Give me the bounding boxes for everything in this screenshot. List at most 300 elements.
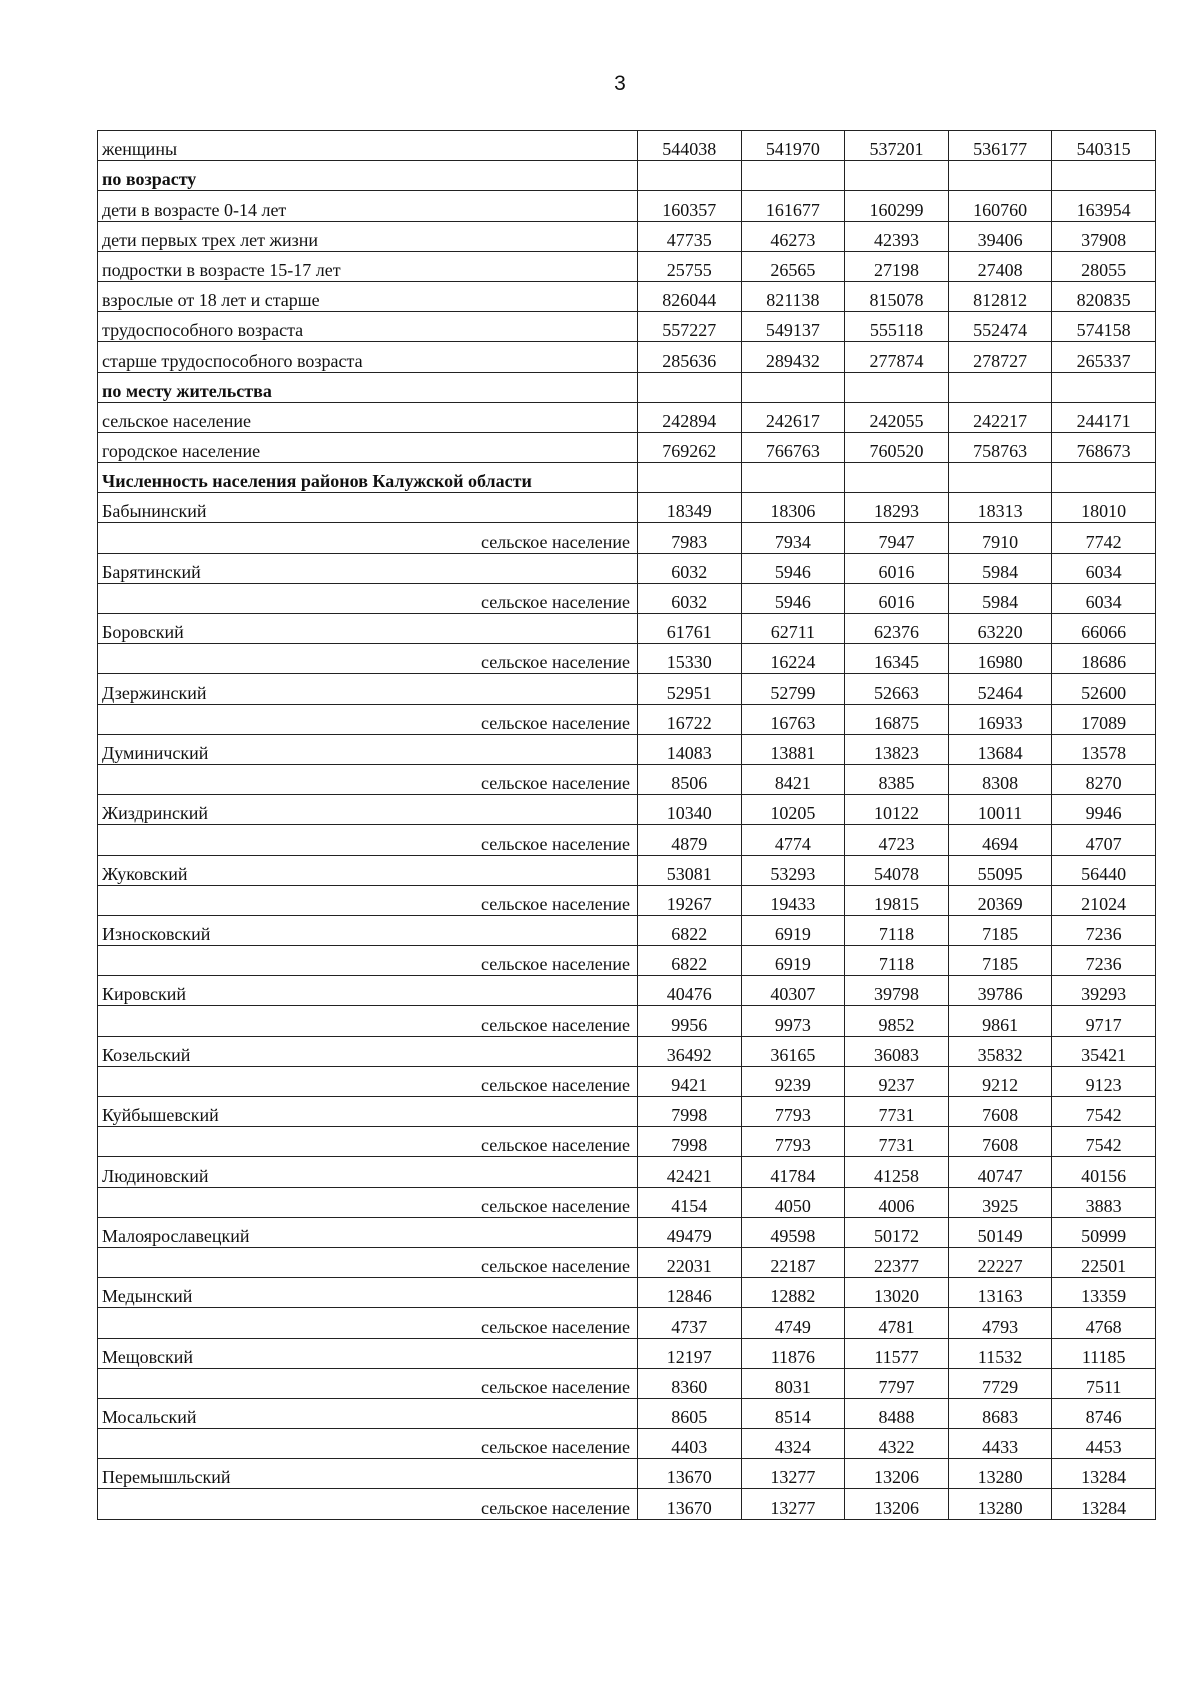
row-label: сельское население <box>98 1006 638 1036</box>
value-cell-4: 552474 <box>948 312 1052 342</box>
value-cell-3: 13020 <box>845 1278 949 1308</box>
value-cell-4: 55095 <box>948 855 1052 885</box>
value-cell-4: 8683 <box>948 1398 1052 1428</box>
value-cell-3: 4723 <box>845 825 949 855</box>
rural-subrow <box>98 1308 1156 1338</box>
value-cell-5: 768673 <box>1052 432 1156 462</box>
value-cell-4: 5984 <box>948 553 1052 583</box>
row-label: сельское население <box>98 1066 638 1096</box>
value-cell-5: 4707 <box>1052 825 1156 855</box>
value-cell-4: 758763 <box>948 432 1052 462</box>
value-cell-4 <box>948 463 1052 493</box>
value-cell-5: 35421 <box>1052 1036 1156 1066</box>
value-cell-2: 7793 <box>741 1127 845 1157</box>
table-row <box>98 1459 1156 1489</box>
value-cell-5 <box>1052 161 1156 191</box>
table-row <box>98 553 1156 583</box>
value-cell-5: 18686 <box>1052 644 1156 674</box>
value-cell-3: 277874 <box>845 342 949 372</box>
row-label: Людиновский <box>98 1157 638 1187</box>
value-cell-4: 9861 <box>948 1006 1052 1036</box>
value-cell-3: 7118 <box>845 946 949 976</box>
value-cell-5: 820835 <box>1052 281 1156 311</box>
value-cell-2: 8514 <box>741 1398 845 1428</box>
table-row <box>98 795 1156 825</box>
table-row <box>98 1278 1156 1308</box>
row-label: сельское население <box>98 885 638 915</box>
table-row <box>98 674 1156 704</box>
row-label: сельское население <box>98 644 638 674</box>
row-label: сельское население <box>98 764 638 794</box>
value-cell-3: 27198 <box>845 251 949 281</box>
value-cell-1: 12846 <box>638 1278 742 1308</box>
value-cell-4: 18313 <box>948 493 1052 523</box>
value-cell-3: 16345 <box>845 644 949 674</box>
value-cell-4: 160760 <box>948 191 1052 221</box>
value-cell-2: 8031 <box>741 1368 845 1398</box>
rural-subrow <box>98 1368 1156 1398</box>
value-cell-4: 7185 <box>948 915 1052 945</box>
value-cell-4: 13163 <box>948 1278 1052 1308</box>
value-cell-1: 8605 <box>638 1398 742 1428</box>
value-cell-3: 52663 <box>845 674 949 704</box>
value-cell-3: 13206 <box>845 1459 949 1489</box>
row-label: сельское население <box>98 1489 638 1519</box>
value-cell-1 <box>638 463 742 493</box>
value-cell-1: 7998 <box>638 1097 742 1127</box>
value-cell-1: 242894 <box>638 402 742 432</box>
row-label: по возрасту <box>98 161 638 191</box>
value-cell-3: 7731 <box>845 1097 949 1127</box>
value-cell-2: 22187 <box>741 1247 845 1277</box>
row-label: Козельский <box>98 1036 638 1066</box>
row-label: Боровский <box>98 614 638 644</box>
value-cell-5: 6034 <box>1052 553 1156 583</box>
value-cell-1: 160357 <box>638 191 742 221</box>
value-cell-3: 62376 <box>845 614 949 644</box>
row-label: старше трудоспособного возраста <box>98 342 638 372</box>
value-cell-1: 52951 <box>638 674 742 704</box>
value-cell-1: 42421 <box>638 1157 742 1187</box>
value-cell-1: 16722 <box>638 704 742 734</box>
value-cell-2: 6919 <box>741 946 845 976</box>
value-cell-5: 9717 <box>1052 1006 1156 1036</box>
rural-subrow <box>98 1127 1156 1157</box>
value-cell-3: 22377 <box>845 1247 949 1277</box>
row-label: трудоспособного возраста <box>98 312 638 342</box>
value-cell-3: 9852 <box>845 1006 949 1036</box>
value-cell-5: 6034 <box>1052 583 1156 613</box>
value-cell-1: 9956 <box>638 1006 742 1036</box>
table-row <box>98 221 1156 251</box>
value-cell-2: 4749 <box>741 1308 845 1338</box>
value-cell-4: 3925 <box>948 1187 1052 1217</box>
row-label: Мосальский <box>98 1398 638 1428</box>
value-cell-1: 7998 <box>638 1127 742 1157</box>
table-row <box>98 493 1156 523</box>
row-label: сельское население <box>98 704 638 734</box>
table-row <box>98 251 1156 281</box>
value-cell-5: 9946 <box>1052 795 1156 825</box>
section-header-row <box>98 463 1156 493</box>
value-cell-5: 13284 <box>1052 1489 1156 1519</box>
value-cell-1: 10340 <box>638 795 742 825</box>
value-cell-1 <box>638 372 742 402</box>
value-cell-3: 7731 <box>845 1127 949 1157</box>
rural-subrow <box>98 1429 1156 1459</box>
value-cell-1: 769262 <box>638 432 742 462</box>
value-cell-5: 28055 <box>1052 251 1156 281</box>
row-label: Куйбышевский <box>98 1097 638 1127</box>
value-cell-1: 544038 <box>638 131 742 161</box>
value-cell-5 <box>1052 372 1156 402</box>
value-cell-5: 66066 <box>1052 614 1156 644</box>
value-cell-3: 760520 <box>845 432 949 462</box>
value-cell-1: 4879 <box>638 825 742 855</box>
value-cell-3: 42393 <box>845 221 949 251</box>
value-cell-4: 52464 <box>948 674 1052 704</box>
value-cell-5: 244171 <box>1052 402 1156 432</box>
value-cell-4: 9212 <box>948 1066 1052 1096</box>
value-cell-2 <box>741 161 845 191</box>
value-cell-4: 16933 <box>948 704 1052 734</box>
value-cell-5: 9123 <box>1052 1066 1156 1096</box>
value-cell-4: 242217 <box>948 402 1052 432</box>
value-cell-4: 4433 <box>948 1429 1052 1459</box>
row-label: Медынский <box>98 1278 638 1308</box>
row-label: сельское население <box>98 583 638 613</box>
row-label: Думиничский <box>98 734 638 764</box>
value-cell-1: 4154 <box>638 1187 742 1217</box>
rural-subrow <box>98 1489 1156 1519</box>
rural-subrow <box>98 764 1156 794</box>
value-cell-2: 541970 <box>741 131 845 161</box>
value-cell-1: 557227 <box>638 312 742 342</box>
value-cell-2: 16224 <box>741 644 845 674</box>
value-cell-4: 27408 <box>948 251 1052 281</box>
value-cell-1: 6032 <box>638 583 742 613</box>
row-label: сельское население <box>98 1127 638 1157</box>
rural-subrow <box>98 1247 1156 1277</box>
value-cell-3 <box>845 372 949 402</box>
value-cell-2: 5946 <box>741 583 845 613</box>
value-cell-2: 6919 <box>741 915 845 945</box>
row-label: Жуковский <box>98 855 638 885</box>
row-label: сельское население <box>98 1368 638 1398</box>
value-cell-1: 36492 <box>638 1036 742 1066</box>
section-header-row <box>98 161 1156 191</box>
value-cell-4: 40747 <box>948 1157 1052 1187</box>
value-cell-1: 6822 <box>638 915 742 945</box>
value-cell-2: 821138 <box>741 281 845 311</box>
value-cell-2: 36165 <box>741 1036 845 1066</box>
value-cell-5: 56440 <box>1052 855 1156 885</box>
value-cell-1: 14083 <box>638 734 742 764</box>
row-label: сельское население <box>98 402 638 432</box>
table-row <box>98 855 1156 885</box>
row-label: женщины <box>98 131 638 161</box>
value-cell-3: 160299 <box>845 191 949 221</box>
value-cell-4: 13280 <box>948 1459 1052 1489</box>
value-cell-5: 7542 <box>1052 1097 1156 1127</box>
row-label: Жиздринский <box>98 795 638 825</box>
value-cell-4: 13280 <box>948 1489 1052 1519</box>
table-row <box>98 1217 1156 1247</box>
table-body <box>98 131 1156 1520</box>
value-cell-4: 4694 <box>948 825 1052 855</box>
value-cell-4: 20369 <box>948 885 1052 915</box>
row-label: взрослые от 18 лет и старше <box>98 281 638 311</box>
value-cell-1: 19267 <box>638 885 742 915</box>
value-cell-3: 4781 <box>845 1308 949 1338</box>
value-cell-5: 7542 <box>1052 1127 1156 1157</box>
row-label: Малоярославецкий <box>98 1217 638 1247</box>
value-cell-2: 242617 <box>741 402 845 432</box>
table-row <box>98 1157 1156 1187</box>
value-cell-3: 50172 <box>845 1217 949 1247</box>
row-label: сельское население <box>98 1247 638 1277</box>
row-label: Износковский <box>98 915 638 945</box>
table-row <box>98 915 1156 945</box>
row-label: Дзержинский <box>98 674 638 704</box>
value-cell-2: 11876 <box>741 1338 845 1368</box>
value-cell-1: 15330 <box>638 644 742 674</box>
row-label: Перемышльский <box>98 1459 638 1489</box>
value-cell-2: 549137 <box>741 312 845 342</box>
value-cell-3: 8385 <box>845 764 949 794</box>
row-label: дети первых трех лет жизни <box>98 221 638 251</box>
row-label: городское население <box>98 432 638 462</box>
value-cell-5: 8270 <box>1052 764 1156 794</box>
value-cell-5: 4453 <box>1052 1429 1156 1459</box>
row-label: сельское население <box>98 825 638 855</box>
rural-subrow <box>98 1006 1156 1036</box>
value-cell-4: 10011 <box>948 795 1052 825</box>
value-cell-1: 8506 <box>638 764 742 794</box>
value-cell-5: 50999 <box>1052 1217 1156 1247</box>
value-cell-1: 826044 <box>638 281 742 311</box>
value-cell-3: 4006 <box>845 1187 949 1217</box>
value-cell-3: 18293 <box>845 493 949 523</box>
value-cell-4: 5984 <box>948 583 1052 613</box>
value-cell-3: 242055 <box>845 402 949 432</box>
table-row <box>98 734 1156 764</box>
value-cell-2: 18306 <box>741 493 845 523</box>
value-cell-1: 9421 <box>638 1066 742 1096</box>
value-cell-5: 11185 <box>1052 1338 1156 1368</box>
value-cell-5: 7742 <box>1052 523 1156 553</box>
value-cell-2: 7934 <box>741 523 845 553</box>
section-header-row <box>98 372 1156 402</box>
value-cell-3: 9237 <box>845 1066 949 1096</box>
value-cell-5: 13284 <box>1052 1459 1156 1489</box>
table-row <box>98 191 1156 221</box>
rural-subrow <box>98 583 1156 613</box>
value-cell-2: 10205 <box>741 795 845 825</box>
page-number: 3 <box>614 72 626 95</box>
rural-subrow <box>98 644 1156 674</box>
row-label: сельское население <box>98 523 638 553</box>
row-label: сельское население <box>98 1308 638 1338</box>
table-row <box>98 1097 1156 1127</box>
value-cell-3: 7118 <box>845 915 949 945</box>
value-cell-5: 22501 <box>1052 1247 1156 1277</box>
value-cell-4: 8308 <box>948 764 1052 794</box>
value-cell-2: 52799 <box>741 674 845 704</box>
value-cell-5: 40156 <box>1052 1157 1156 1187</box>
value-cell-1: 13670 <box>638 1489 742 1519</box>
value-cell-5: 7236 <box>1052 915 1156 945</box>
value-cell-1: 18349 <box>638 493 742 523</box>
value-cell-5: 52600 <box>1052 674 1156 704</box>
value-cell-3: 36083 <box>845 1036 949 1066</box>
value-cell-3: 13206 <box>845 1489 949 1519</box>
value-cell-3 <box>845 161 949 191</box>
table-row <box>98 432 1156 462</box>
value-cell-5: 21024 <box>1052 885 1156 915</box>
value-cell-4: 812812 <box>948 281 1052 311</box>
value-cell-1: 6822 <box>638 946 742 976</box>
value-cell-1: 22031 <box>638 1247 742 1277</box>
row-label: сельское население <box>98 946 638 976</box>
row-label: Барятинский <box>98 553 638 583</box>
value-cell-1: 7983 <box>638 523 742 553</box>
value-cell-4: 39786 <box>948 976 1052 1006</box>
table-row <box>98 1338 1156 1368</box>
value-cell-5: 7511 <box>1052 1368 1156 1398</box>
value-cell-2: 19433 <box>741 885 845 915</box>
value-cell-2: 4050 <box>741 1187 845 1217</box>
value-cell-3: 6016 <box>845 553 949 583</box>
value-cell-1: 4737 <box>638 1308 742 1338</box>
value-cell-1: 47735 <box>638 221 742 251</box>
value-cell-3: 6016 <box>845 583 949 613</box>
value-cell-4: 39406 <box>948 221 1052 251</box>
value-cell-1: 25755 <box>638 251 742 281</box>
rural-subrow <box>98 885 1156 915</box>
value-cell-2: 8421 <box>741 764 845 794</box>
value-cell-4: 278727 <box>948 342 1052 372</box>
value-cell-3: 19815 <box>845 885 949 915</box>
value-cell-2: 46273 <box>741 221 845 251</box>
value-cell-5: 540315 <box>1052 131 1156 161</box>
value-cell-2: 40307 <box>741 976 845 1006</box>
value-cell-2: 7793 <box>741 1097 845 1127</box>
value-cell-4: 11532 <box>948 1338 1052 1368</box>
rural-subrow <box>98 523 1156 553</box>
value-cell-5: 265337 <box>1052 342 1156 372</box>
value-cell-2 <box>741 463 845 493</box>
value-cell-2: 4324 <box>741 1429 845 1459</box>
value-cell-5: 17089 <box>1052 704 1156 734</box>
value-cell-4: 7185 <box>948 946 1052 976</box>
row-label: подростки в возрасте 15-17 лет <box>98 251 638 281</box>
value-cell-2: 12882 <box>741 1278 845 1308</box>
table-row <box>98 342 1156 372</box>
value-cell-3: 16875 <box>845 704 949 734</box>
value-cell-3: 41258 <box>845 1157 949 1187</box>
value-cell-3 <box>845 463 949 493</box>
row-label: сельское население <box>98 1429 638 1459</box>
value-cell-2: 5946 <box>741 553 845 583</box>
table-row <box>98 614 1156 644</box>
value-cell-1: 8360 <box>638 1368 742 1398</box>
value-cell-4: 16980 <box>948 644 1052 674</box>
value-cell-2: 41784 <box>741 1157 845 1187</box>
row-label: дети в возрасте 0-14 лет <box>98 191 638 221</box>
value-cell-5: 18010 <box>1052 493 1156 523</box>
value-cell-4: 63220 <box>948 614 1052 644</box>
value-cell-1: 4403 <box>638 1429 742 1459</box>
value-cell-2: 26565 <box>741 251 845 281</box>
value-cell-5: 4768 <box>1052 1308 1156 1338</box>
value-cell-4: 13684 <box>948 734 1052 764</box>
value-cell-2: 13881 <box>741 734 845 764</box>
value-cell-4: 4793 <box>948 1308 1052 1338</box>
value-cell-1: 6032 <box>638 553 742 583</box>
value-cell-3: 7947 <box>845 523 949 553</box>
value-cell-5: 3883 <box>1052 1187 1156 1217</box>
table-row <box>98 131 1156 161</box>
value-cell-5: 8746 <box>1052 1398 1156 1428</box>
table-row <box>98 312 1156 342</box>
rural-subrow <box>98 704 1156 734</box>
value-cell-3: 555118 <box>845 312 949 342</box>
value-cell-4: 50149 <box>948 1217 1052 1247</box>
table-row <box>98 402 1156 432</box>
value-cell-3: 4322 <box>845 1429 949 1459</box>
row-label: сельское население <box>98 1187 638 1217</box>
table-row <box>98 1398 1156 1428</box>
value-cell-1: 12197 <box>638 1338 742 1368</box>
table-row <box>98 1036 1156 1066</box>
value-cell-3: 13823 <box>845 734 949 764</box>
value-cell-4: 536177 <box>948 131 1052 161</box>
table-row <box>98 281 1156 311</box>
value-cell-3: 8488 <box>845 1398 949 1428</box>
value-cell-2: 289432 <box>741 342 845 372</box>
value-cell-1: 13670 <box>638 1459 742 1489</box>
value-cell-5: 13578 <box>1052 734 1156 764</box>
value-cell-4: 7608 <box>948 1097 1052 1127</box>
value-cell-1: 285636 <box>638 342 742 372</box>
row-label: Численность населения районов Калужской области <box>98 463 638 493</box>
value-cell-5: 13359 <box>1052 1278 1156 1308</box>
value-cell-2: 161677 <box>741 191 845 221</box>
value-cell-2: 13277 <box>741 1489 845 1519</box>
value-cell-2: 13277 <box>741 1459 845 1489</box>
row-label: Мещовский <box>98 1338 638 1368</box>
row-label: Бабынинский <box>98 493 638 523</box>
rural-subrow <box>98 825 1156 855</box>
rural-subrow <box>98 946 1156 976</box>
rural-subrow <box>98 1066 1156 1096</box>
value-cell-2: 4774 <box>741 825 845 855</box>
value-cell-3: 54078 <box>845 855 949 885</box>
value-cell-5: 163954 <box>1052 191 1156 221</box>
value-cell-5: 7236 <box>1052 946 1156 976</box>
value-cell-3: 7797 <box>845 1368 949 1398</box>
value-cell-4: 35832 <box>948 1036 1052 1066</box>
value-cell-5: 574158 <box>1052 312 1156 342</box>
value-cell-4: 7608 <box>948 1127 1052 1157</box>
value-cell-4 <box>948 161 1052 191</box>
population-table <box>97 130 1156 1520</box>
value-cell-2: 16763 <box>741 704 845 734</box>
value-cell-5 <box>1052 463 1156 493</box>
row-label: по месту жительства <box>98 372 638 402</box>
value-cell-4: 7910 <box>948 523 1052 553</box>
